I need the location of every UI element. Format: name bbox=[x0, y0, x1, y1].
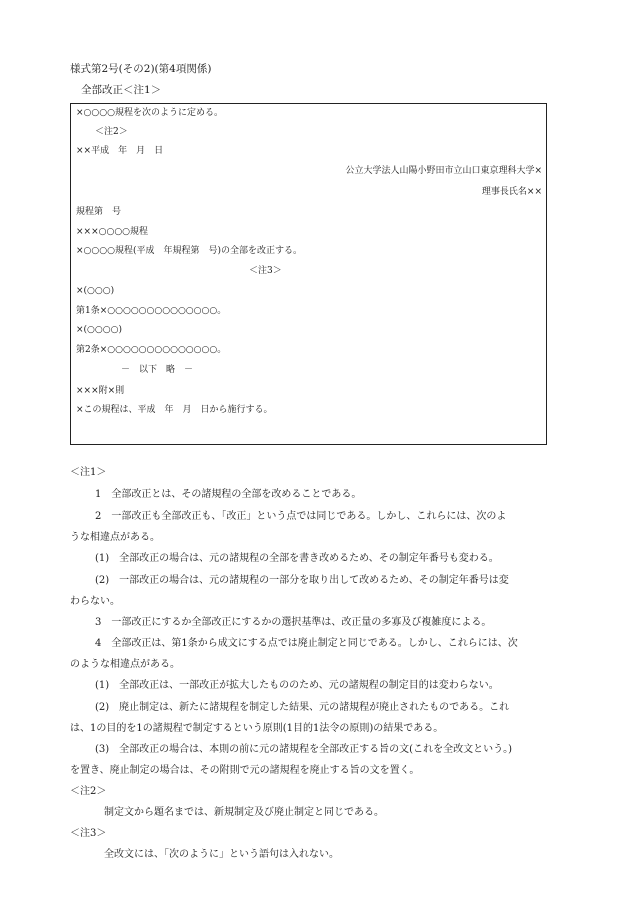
note1-item-2-sub2-line2: わらない。 bbox=[70, 596, 120, 607]
note1-item-3: 3 一部改正にするか全部改正にするかの選択基準は、改正量の多寡及び複雑度による。 bbox=[95, 617, 492, 628]
note1-item-4-sub1: (1) 全部改正は、一部改正が拡大したもののため、元の諸規程の制定目的は変わらない。 bbox=[95, 680, 499, 691]
note2-text: 制定文から題名までは、新規制定及び廃止制定と同じである。 bbox=[104, 807, 384, 818]
note1-item-4-line1: 4 全部改正は、第1条から成文にする点では廃止制定と同じである。しかし、これらには、次 bbox=[95, 638, 518, 649]
note1-heading: ＜注1＞ bbox=[70, 467, 107, 478]
article2-text: 第2条×○○○○○○○○○○○○○○。 bbox=[76, 345, 227, 355]
note1-item-1: 1 全部改正とは、その諸規程の全部を改めることである。 bbox=[95, 489, 362, 500]
amendment-line: ×○○○○規程(平成 年規程第 号)の全部を改正する。 bbox=[76, 246, 302, 256]
note1-item-2-line1: 2 一部改正も全部改正も、「改正」という点では同じである。しかし、これらには、次のよ bbox=[95, 511, 507, 522]
note1-item-4-line2: のような相違点がある。 bbox=[70, 659, 180, 670]
note1-item-2-sub1: (1) 全部改正の場合は、元の諸規程の全部を書き改めるため、その制定年番号も変わる。 bbox=[95, 553, 499, 564]
note3-marker: ＜注3＞ bbox=[249, 266, 282, 276]
article1-caption: ×(○○○) bbox=[76, 286, 115, 296]
effective-date-line: ×この規程は、平成 年 月 日から施行する。 bbox=[76, 405, 273, 415]
note2-heading: ＜注2＞ bbox=[70, 786, 107, 797]
article2-caption: ×(○○○○) bbox=[76, 325, 122, 335]
note1-item-4-sub3-line2: を置き、廃止制定の場合は、その附則で元の諸規程を廃止する旨の文を置く。 bbox=[70, 765, 420, 776]
signer-line: 理事長氏名×× bbox=[481, 187, 542, 197]
document-subtitle: 全部改正＜注1＞ bbox=[81, 84, 162, 96]
date-line: ××平成 年 月 日 bbox=[76, 146, 164, 156]
note1-item-2-sub2-line1: (2) 一部改正の場合は、元の諸規程の一部分を取り出して改めるため、その制定年番号は変 bbox=[95, 575, 509, 586]
omitted-marker: － 以下 略 － bbox=[121, 365, 194, 375]
note1-item-4-sub2-line2: は、1の目的を1の諸規程で制定するという原則(1目的1法令の原則)の結果である。 bbox=[70, 723, 444, 734]
note1-item-2-line2: うな相違点がある。 bbox=[70, 532, 160, 543]
note1-item-4-sub3-line1: (3) 全部改正の場合は、本則の前に元の諸規程を全部改正する旨の文(これを全改文という。) bbox=[95, 744, 512, 755]
note3-heading: ＜注3＞ bbox=[70, 828, 107, 839]
organization-line: 公立大学法人山陽小野田市立山口東京理科大学× bbox=[345, 166, 542, 176]
note3-text: 全改文には、「次のように」という語句は入れない。 bbox=[104, 849, 339, 860]
form-number-title: 様式第2号(その2)(第4項関係) bbox=[70, 63, 212, 75]
form-example-box bbox=[70, 103, 547, 445]
supplementary-provisions-heading: ×××附×則 bbox=[76, 386, 125, 396]
enactment-line: ×○○○○規程を次のように定める。 bbox=[76, 108, 223, 118]
rule-title: ×××○○○○規程 bbox=[76, 227, 149, 237]
note1-item-4-sub2-line1: (2) 廃止制定は、新たに諸規程を制定した結果、元の諸規程が廃止されたものである。これ bbox=[95, 702, 510, 713]
note2-marker: ＜注2＞ bbox=[95, 127, 128, 137]
article1-text: 第1条×○○○○○○○○○○○○○○。 bbox=[76, 306, 227, 316]
rule-number: 規程第 号 bbox=[76, 207, 122, 217]
